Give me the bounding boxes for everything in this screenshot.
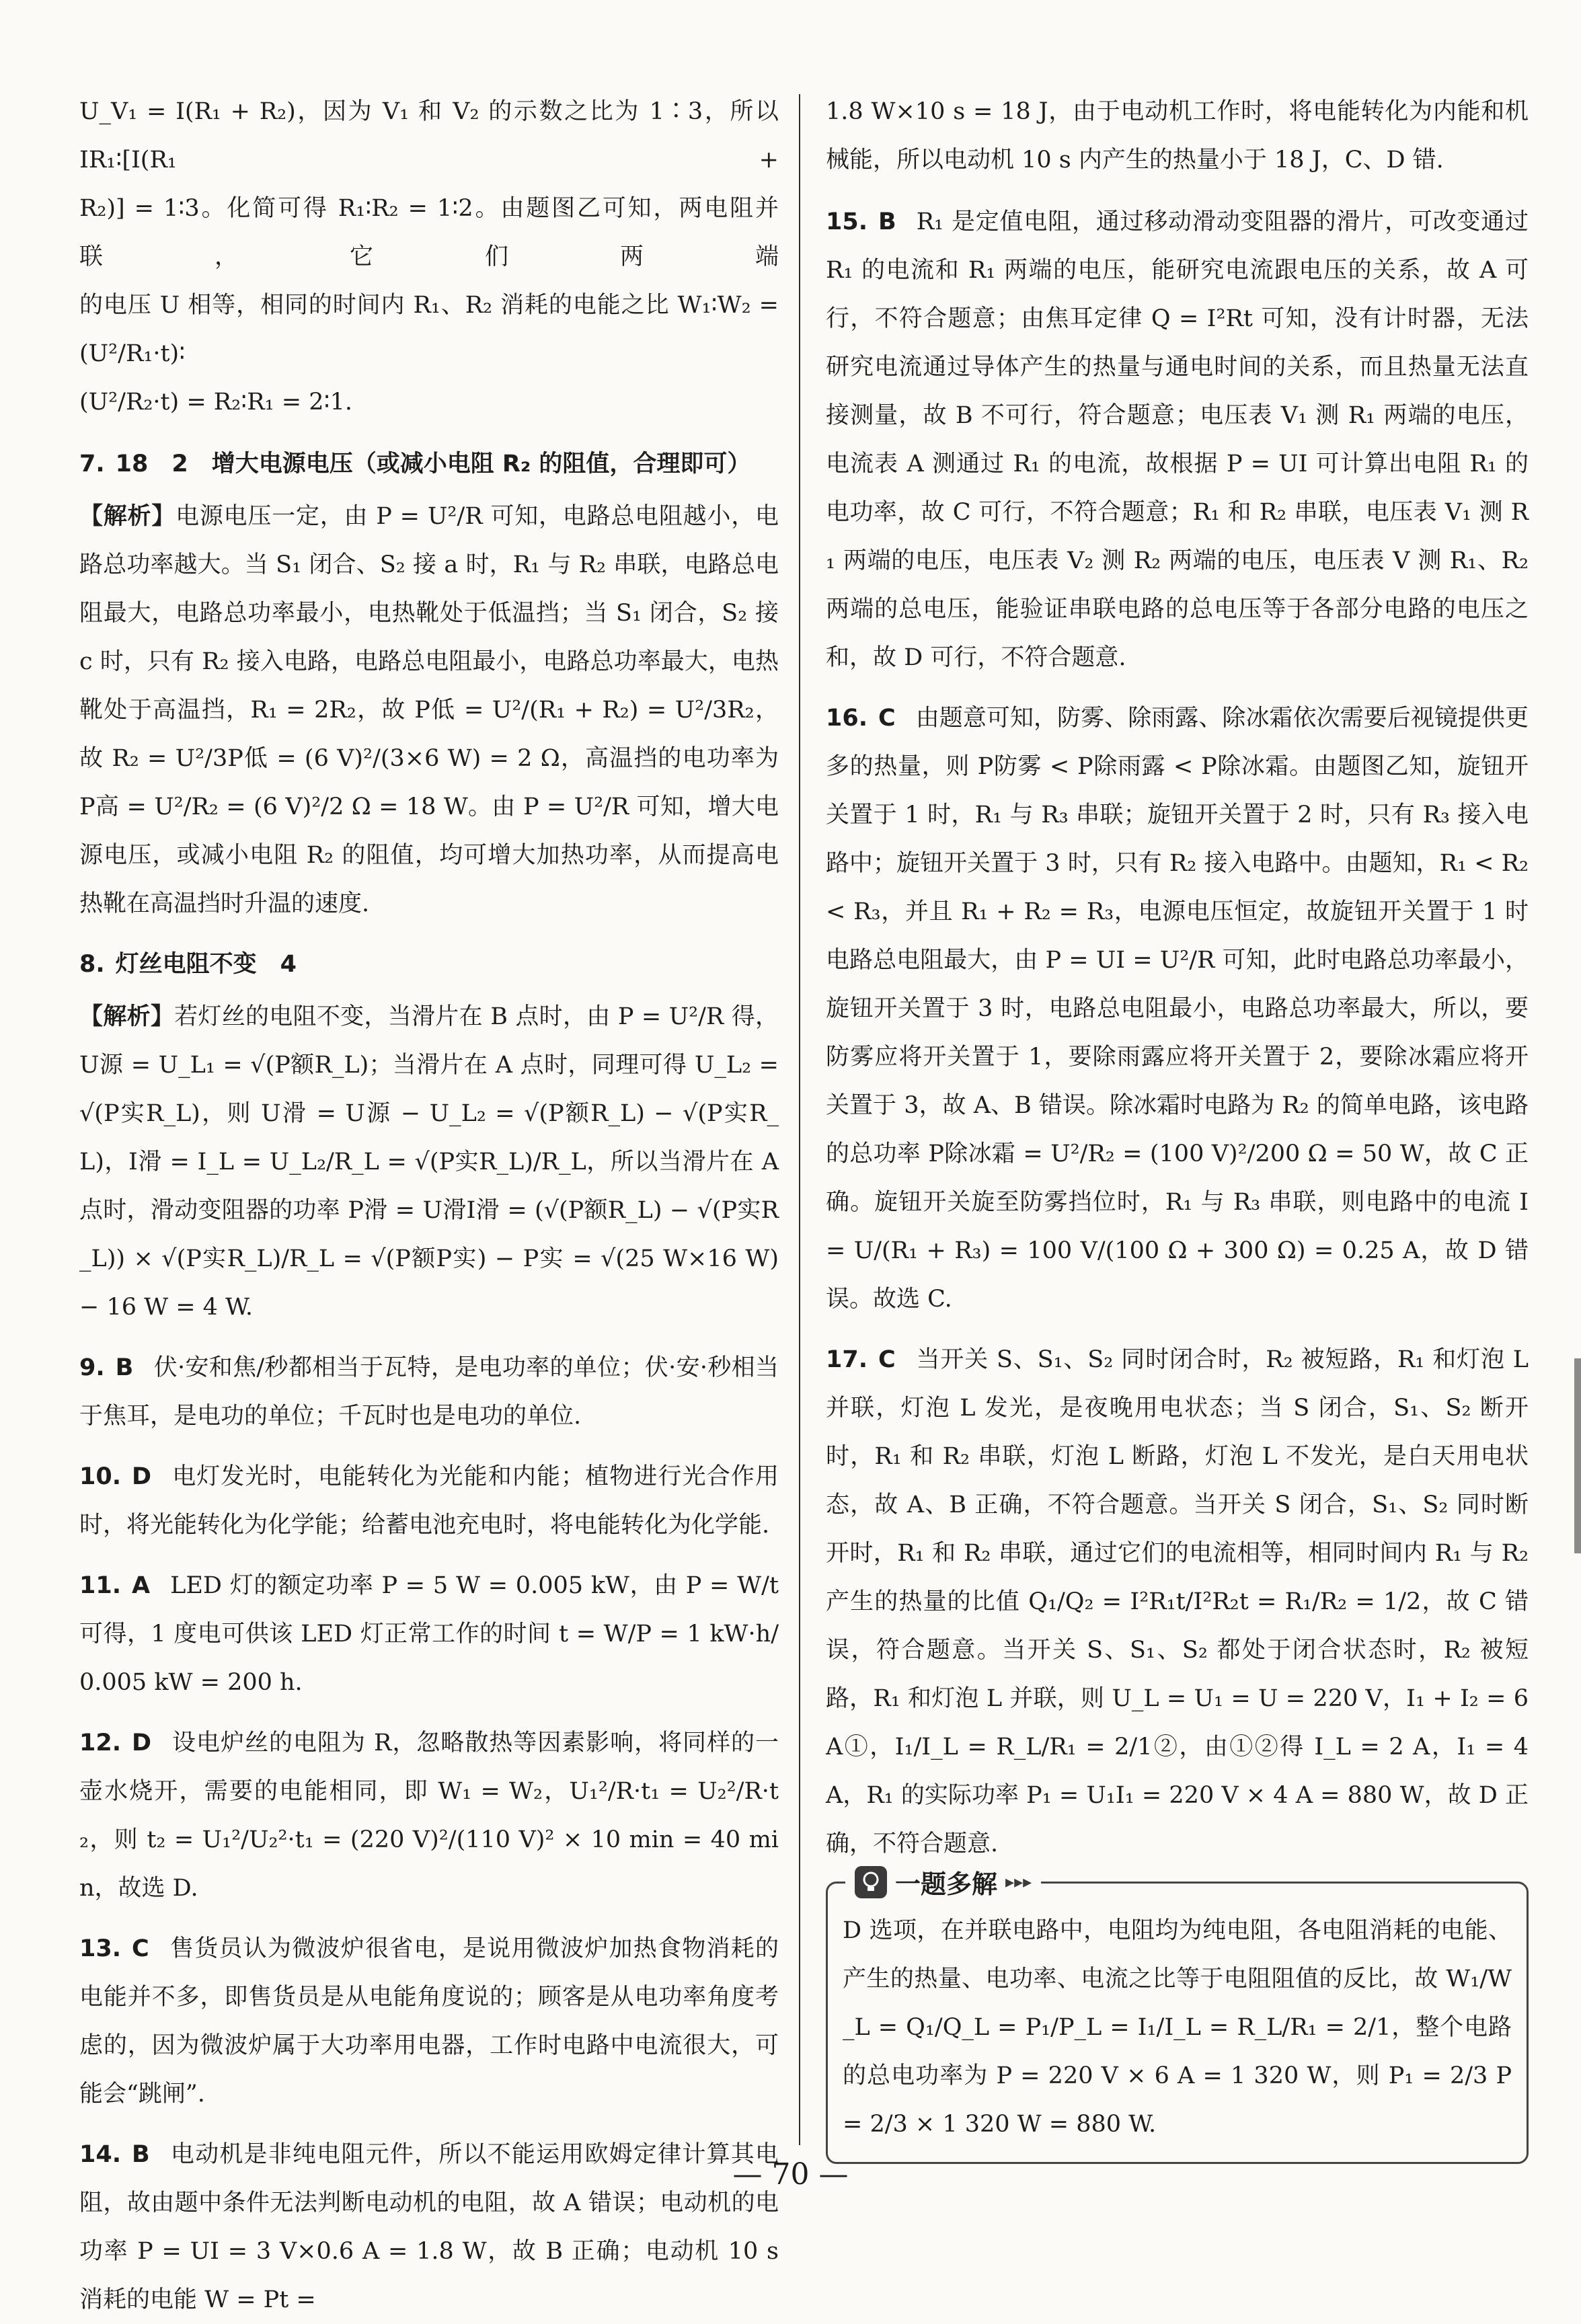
intro-line-1: U_V₁ = I(R₁ + R₂)，因为 V₁ 和 V₂ 的示数之比为 1∶3，所以 IR₁∶[I(R₁ + [79,98,779,173]
intro-line-3: 的电压 U 相等，相同的时间内 R₁、R₂ 消耗的电能之比 W₁∶W₂ = (U²/R₁·t)∶ [79,292,779,367]
alternative-solution-text: D 选项，在并联电路中，电阻均为纯电阻，各电阻消耗的电能、产生的热量、电功率、电流之比等于电阻阻值的反比，故 W₁/W_L = Q₁/Q_L = P₁/P_L = I₁/I_L = R_L/R₁ = 2/1，整个电路的总电功率为 P = 220 V × 6 A = 1 320 W，则 P₁ = 2/3 P = 2/3 × 1 320 W = 880 W. [843,1917,1512,2138]
answer-letter: B [878,208,896,235]
question-15 [826,198,1529,682]
answer-letter: A [132,1572,151,1599]
question-11 [79,1561,779,1707]
explanation-text: 当开关 S、S₁、S₂ 同时闭合时，R₂ 被短路，R₁ 和灯泡 L 并联，灯泡 L 发光，是夜晚用电状态；当 S 闭合，S₁、S₂ 断开时，R₁ 和 R₂ 串联，灯泡 L 断路，灯泡 L 不发光，是白天用电状态，故 A、B 正确，不符合题意。当开关 S 闭合，S₁、S₂ 同时断开时，R₁ 和 R₂ 串联，通过它们的电流相等，相同时间内 R₁ 与 R₂ 产生的热量的比值 Q₁/Q₂ = I²R₁t/I²R₂t = R₁/R₂ = 1/2，故 C 错误，符合题意。当开关 S、S₁、S₂ 都处于闭合状态时，R₂ 被短路，R₁ 和灯泡 L 并联，则 U_L = U₁ = U = 220 V，I₁ + I₂ = 6 A①，I₁/I_L = R_L/R₁ = 2/1②，由①②得 I_L = 2 A，I₁ = 4 A，R₁ 的实际功率 P₁ = U₁I₁ = 220 V × 4 A = 880 W，故 D 正确，不符合题意. [826,1346,1529,1857]
question-8 [79,940,779,1331]
question-number: 15. [826,208,868,235]
right-column [826,87,1529,2138]
page-edge-mark [1574,1358,1581,1553]
answer-letter: C [878,705,896,732]
lightbulb-icon [855,1866,887,1898]
answer-text: 灯丝电阻不变 4 [115,951,297,978]
question-number: 11. [79,1572,122,1599]
explanation-text: 伏·安和焦/秒都相当于瓦特，是电功率的单位；伏·安·秒相当于焦耳，是电功的单位；千瓦时也是电功的单位. [79,1354,779,1430]
question-9 [79,1344,779,1440]
analysis-label: 【解析】 [79,503,176,530]
answer-text: 18 2 增大电源电压（或减小电阻 R₂ 的阻值，合理即可） [115,451,751,477]
question-17 [826,1335,1529,1868]
alternative-solution-title: 一题多解 [895,1869,998,1899]
explanation-text: 售货员认为微波炉很省电，是说用微波炉加热食物消耗的电能并不多，即售货员是从电能角度说的；顾客是从电功率角度考虑的，因为微波炉属于大功率用电器，工作时电路中电流很大，可能会“跳闸”. [79,1935,779,2107]
question-number: 13. [79,1935,122,1962]
question-12 [79,1719,779,1912]
question-number: 10. [79,1463,122,1490]
explanation-text: R₁ 是定值电阻，通过移动滑动变阻器的滑片，可改变通过 R₁ 的电流和 R₁ 两端的电压，能研究电流跟电压的关系，故 A 可行，不符合题意；由焦耳定律 Q = I²Rt 可知，没有计时器，无法研究电流通过导体产生的热量与通电时间的关系，而且热量无法直接测量，故 B 不可行，符合题意；电压表 V₁ 测 R₁ 两端的电压，电流表 A 测通过 R₁ 的电流，故根据 P = UI 可计算出电阻 R₁ 的电功率，故 C 可行，不符合题意；R₁ 和 R₂ 串联，电压表 V₁ 测 R₁ 两端的电压，电压表 V₂ 测 R₂ 两端的电压，电压表 V 测 R₁、R₂ 两端的总电压，能验证串联电路的总电压等于各部分电路的电压之和，故 D 可行，不符合题意. [826,208,1529,671]
alternative-solution-box [826,1869,1529,2164]
question-14-continued: 1.8 W×10 s = 18 J，由于电动机工作时，将电能转化为内能和机械能，所以电动机 10 s 内产生的热量小于 18 J，C、D 错. [826,98,1529,173]
explanation-text: 设电炉丝的电阻为 R，忽略散热等因素影响，将同样的一壶水烧开，需要的电能相同，即 W₁ = W₂，U₁²/R·t₁ = U₂²/R·t₂，则 t₂ = U₁²/U₂²·t₁ = (220 V)²/(110 V)² × 10 min = 40 min，故选 D. [79,1730,779,1902]
page-number: — 70 — [732,2157,849,2192]
question-number: 12. [79,1730,122,1756]
question-7 [79,440,779,928]
analysis-text: 电源电压一定，由 P = U²/R 可知，电路总电阻越小，电路总功率越大。当 S₁ 闭合、S₂ 接 a 时，R₁ 与 R₂ 串联，电路总电阻最大，电路总功率最小，电热靴处于低温挡；当 S₁ 闭合，S₂ 接 c 时，只有 R₂ 接入电路，电路总电阻最小，电路总功率最大，电热靴处于高温挡，R₁ = 2R₂，故 P低 = U²/(R₁ + R₂) = U²/3R₂，故 R₂ = U²/3P低 = (6 V)²/(3×6 W) = 2 Ω，高温挡的电功率为 P高 = U²/R₂ = (6 V)²/2 Ω = 18 W。由 P = U²/R 可知，增大电源电压，或减小电阻 R₂ 的阻值，均可增大加热功率，从而提高电热靴在高温挡时升温的速度. [79,503,779,917]
column-divider [799,94,800,2145]
question-number: 17. [826,1346,868,1373]
question-13 [79,1925,779,2118]
question-number: 16. [826,705,868,732]
analysis-label: 【解析】 [79,1003,175,1030]
intro-line-2: R₂)] = 1∶3。化简可得 R₁∶R₂ = 1∶2。由题图乙可知，两电阻并联，它们两端 [79,195,779,270]
left-column [79,87,779,2313]
explanation-text: 电灯发光时，电能转化为光能和内能；植物进行光合作用时，将光能转化为化学能；给蓄电池充电时，将电能转化为化学能. [79,1463,779,1539]
question-10 [79,1452,779,1549]
question-number: 7. [79,451,105,477]
alternative-solution-tag [845,1863,1041,1900]
answer-letter: C [132,1935,149,1962]
analysis-text: 若灯丝的电阻不变，当滑片在 B 点时，由 P = U²/R 得，U源 = U_L₁ = √(P额R_L)；当滑片在 A 点时，同理可得 U_L₂ = √(P实R_L)，则 U滑 = U源 − U_L₂ = √(P额R_L) − √(P实R_L)，I滑 = I_L = U_L₂/R_L = √(P实R_L)/R_L，所以当滑片在 A 点时，滑动变阻器的功率 P滑 = U滑I滑 = (√(P额R_L) − √(P实R_L)) × √(P实R_L)/R_L = √(P额P实) − P实 = √(25 W×16 W) − 16 W = 4 W. [79,1003,779,1321]
answer-letter: B [132,2141,150,2168]
explanation-text: LED 灯的额定功率 P = 5 W = 0.005 kW，由 P = W/t 可得，1 度电可供该 LED 灯正常工作的时间 t = W/P = 1 kW·h/0.005 kW = 200 h. [79,1572,779,1696]
explanation-text: 由题意可知，防雾、除雨露、除冰霜依次需要后视镜提供更多的热量，则 P防雾 < P除雨露 < P除冰霜。由题图乙知，旋钮开关置于 1 时，R₁ 与 R₃ 串联；旋钮开关置于 2 时，只有 R₃ 接入电路中；旋钮开关置于 3 时，只有 R₂ 接入电路中。由题知，R₁ < R₂ < R₃，并且 R₁ + R₂ = R₃，电源电压恒定，故旋钮开关置于 1 时电路总电阻最大，由 P = UI = U²/R 可知，此时电路总功率最小，旋钮开关置于 3 时，电路总电阻最小，电路总功率最大，所以，要防雾应将开关置于 1，要除雨露应将开关置于 2，要除冰霜应将开关置于 3，故 A、B 错误。除冰霜时电路为 R₂ 的简单电路，该电路的总功率 P除冰霜 = U²/R₂ = (100 V)²/200 Ω = 50 W，故 C 正确。旋钮开关旋至防雾挡位时，R₁ 与 R₃ 串联，则电路中的电流 I = U/(R₁ + R₃) = 100 V/(100 Ω + 300 Ω) = 0.25 A，故 D 错误。故选 C. [826,705,1529,1313]
question-number: 8. [79,951,105,978]
question-number: 14. [79,2141,122,2168]
question-16 [826,694,1529,1323]
answer-letter: D [132,1730,152,1756]
answer-letter: C [878,1346,896,1373]
intro-line-4: (U²/R₂·t) = R₂∶R₁ = 2∶1. [79,389,353,416]
question-number: 9. [79,1354,105,1381]
arrow-decoration-icon: ▸▸▸ [1005,1871,1032,1892]
explanation-text: 电动机是非纯电阻元件，所以不能运用欧姆定律计算其电阻，故由题中条件无法判断电动机的电阻，故 A 错误；电动机的电功率 P = UI = 3 V×0.6 A = 1.8 W，故 B 正确；电动机 10 s 消耗的电能 W = Pt = [79,2141,779,2313]
answer-letter: D [132,1463,152,1490]
answer-letter: B [115,1354,134,1381]
